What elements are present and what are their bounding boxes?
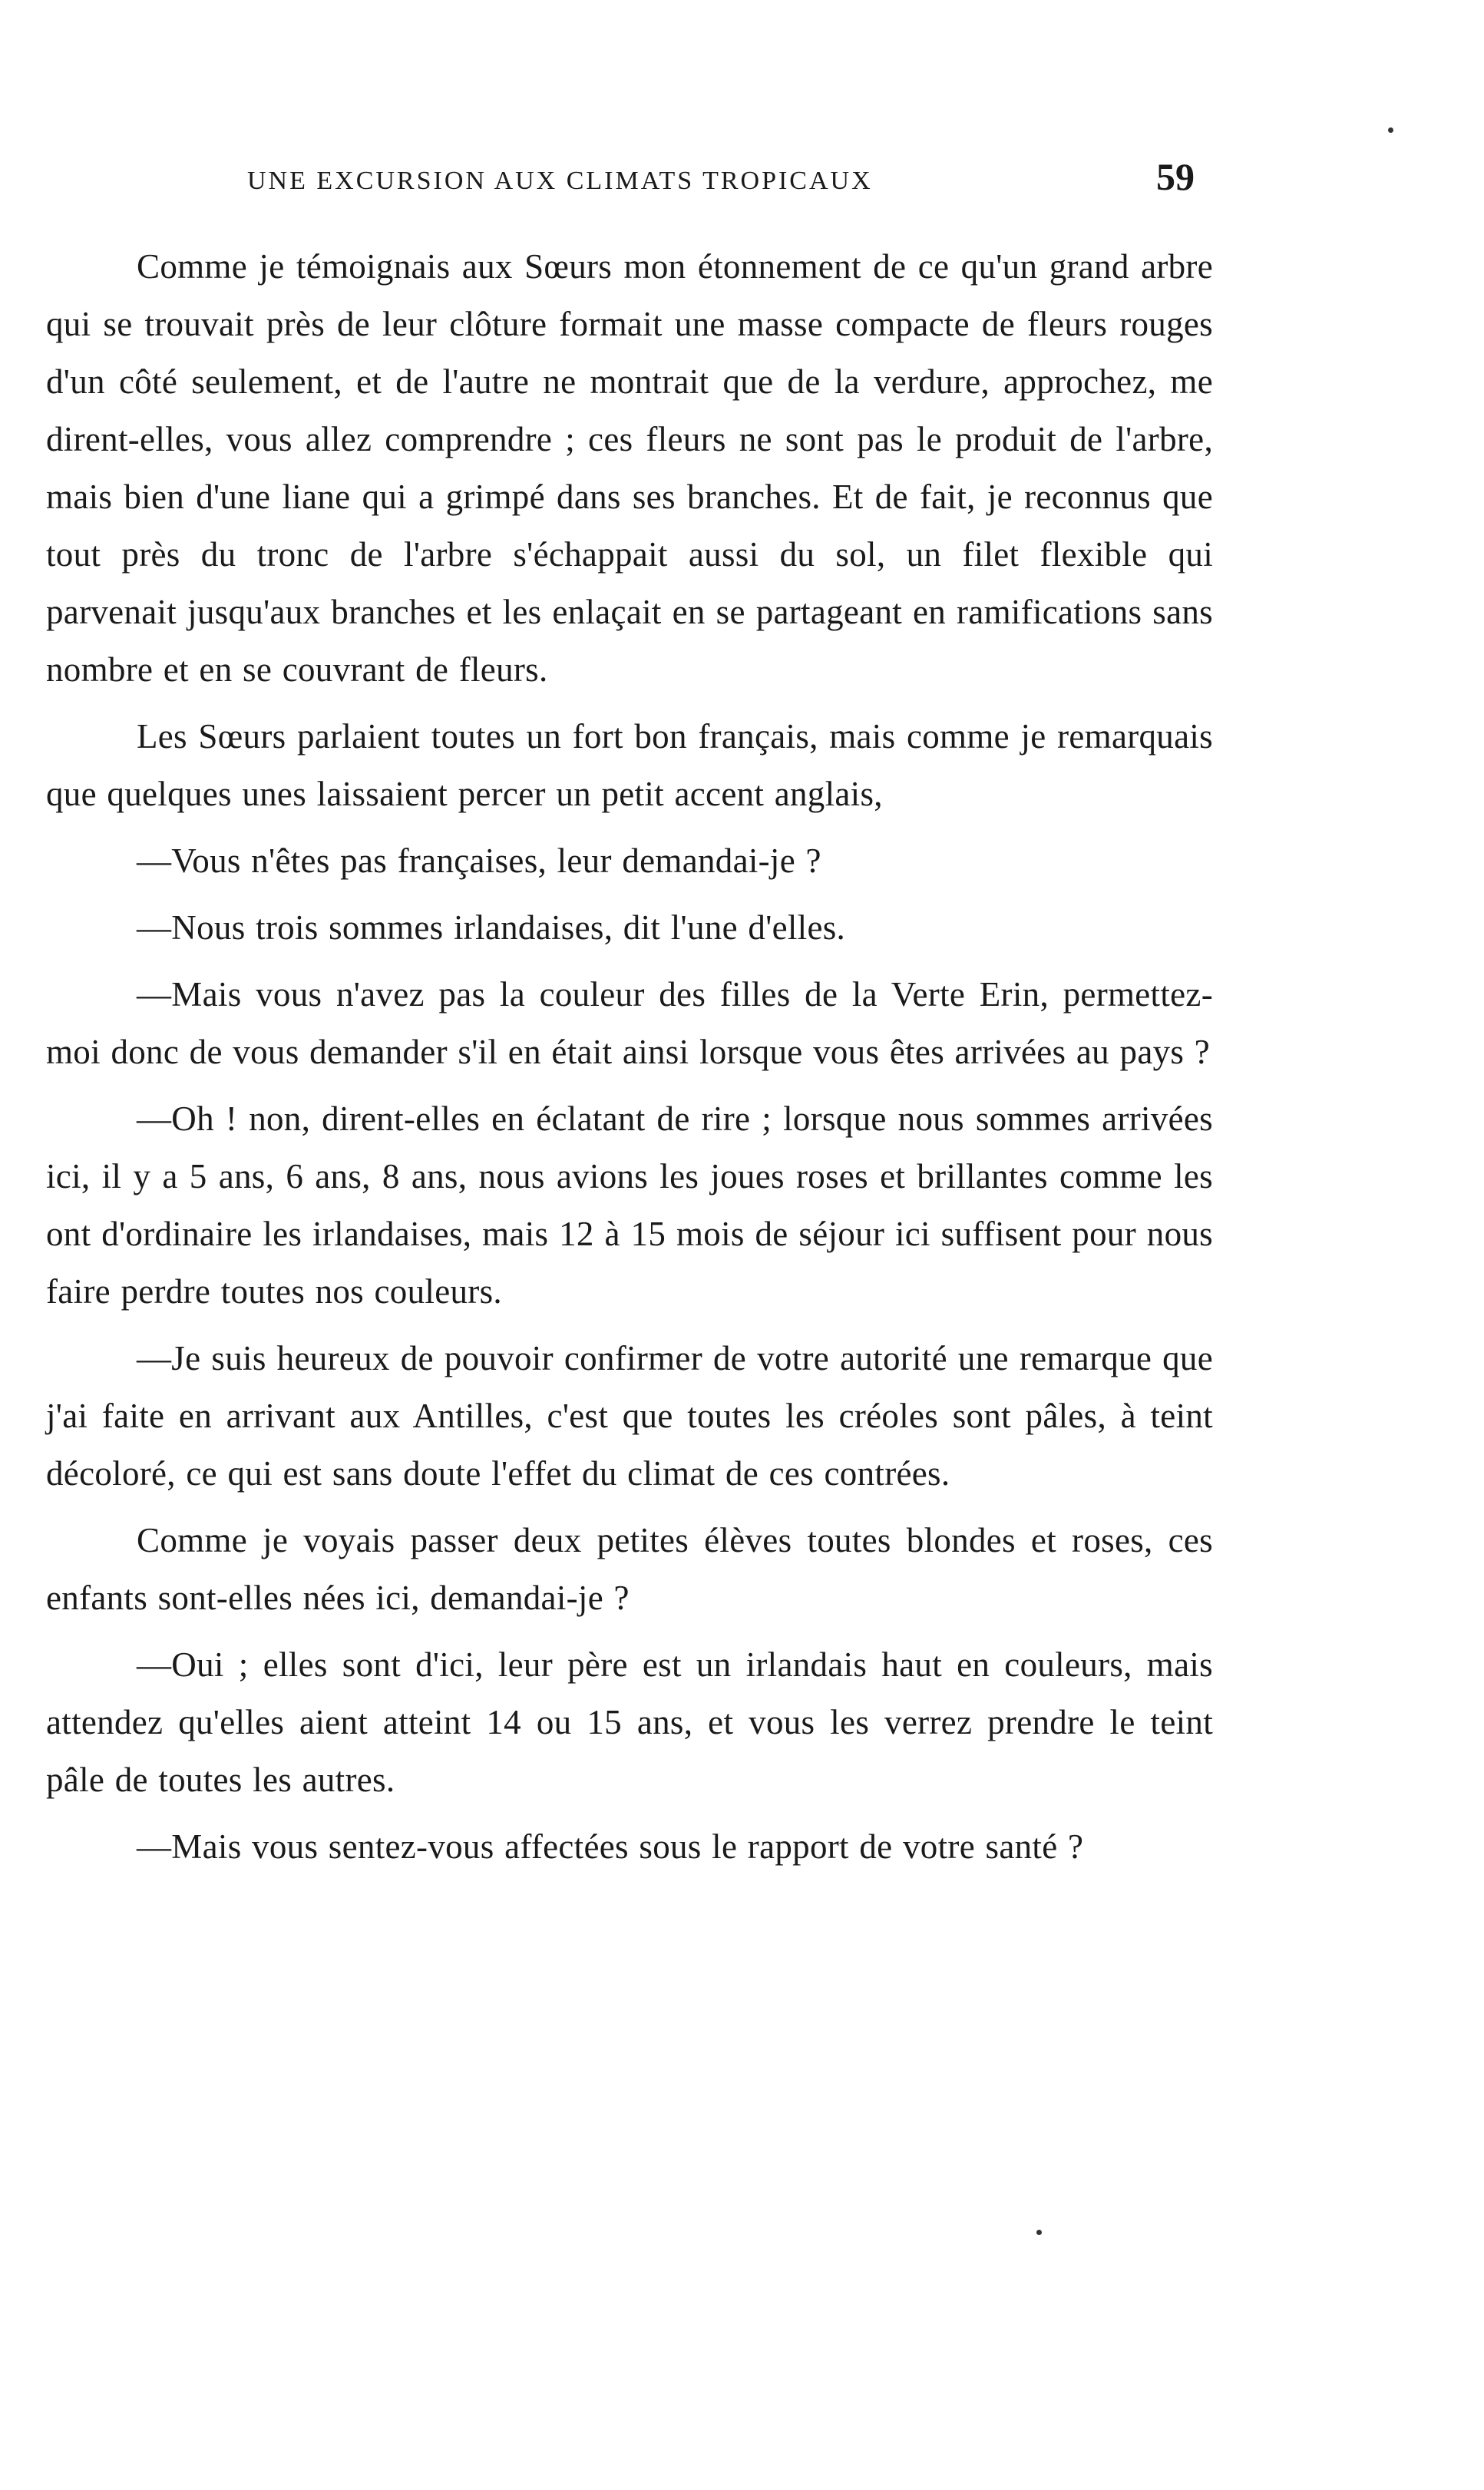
dialogue-line: —Mais vous sentez-vous affectées sous le rapport de votre santé ? <box>137 1827 1084 1866</box>
dialogue-line: —Je suis heureux de pouvoir confirmer de votre autorité une remarque que j'ai faite en arrivant aux Antilles, c'est que toutes les créoles sont pâles, à teint décoloré, ce qui est sans doute l'effet du climat de ces contrées. <box>46 1339 1213 1493</box>
ink-speck <box>1036 2230 1042 2235</box>
body-text <box>46 238 1213 1876</box>
running-title: UNE EXCURSION AUX CLIMATS TROPICAUX <box>247 167 873 195</box>
dialogue-line: —Oui ; elles sont d'ici, leur père est un irlandais haut en couleurs, mais attendez qu'elles aient atteint 14 ou 15 ans, et vous les verrez prendre le teint pâle de toutes les autres. <box>46 1645 1213 1799</box>
dialogue-line: —Vous n'êtes pas françaises, leur demandai-je ? <box>137 842 821 880</box>
dialogue-line: —Nous trois sommes irlandaises, dit l'une d'elles. <box>137 908 846 947</box>
page-number: 59 <box>1156 155 1195 198</box>
dialogue-line: —Oh ! non, dirent-elles en éclatant de rire ; lorsque nous sommes arrivées ici, il y a 5 ans, 6 ans, 8 ans, nous avions les joues roses et brillantes comme les ont d'ordinaire les irlandaises, mais 12 à 15 mois de séjour ici suffisent pour nous faire perdre toutes nos couleurs. <box>46 1100 1213 1311</box>
dialogue-line: —Mais vous n'avez pas la couleur des filles de la Verte Erin, permettez-moi donc de vous demander s'il en était ainsi lorsque vous êtes arrivées au pays ? <box>46 975 1213 1071</box>
running-head <box>0 155 1484 204</box>
ink-speck <box>1388 127 1393 133</box>
paragraph-liana: Comme je témoignais aux Sœurs mon étonnement de ce qu'un grand arbre qui se trouvait près de leur clôture formait une masse compacte de fleurs rouges d'un côté seulement, et de l'autre ne montrait que de la verdure, approchez, me dirent-elles, vous allez comprendre ; ces fleurs ne sont pas le produit de l'arbre, mais bien d'une liane qui a grimpé dans ses branches. Et de fait, je reconnus que tout près du tronc de l'arbre s'échappait aussi du sol, un filet flexible qui parvenait jusqu'aux branches et les enlaçait en se partageant en ramifications sans nombre et en se couvrant de fleurs. <box>46 247 1213 689</box>
paragraph-accent: Les Sœurs parlaient toutes un fort bon français, mais comme je remarquais que quelques unes laissaient percer un petit accent anglais, <box>46 717 1213 813</box>
paragraph-pupils: Comme je voyais passer deux petites élèves toutes blondes et roses, ces enfants sont-elles nées ici, demandai-je ? <box>46 1521 1213 1617</box>
